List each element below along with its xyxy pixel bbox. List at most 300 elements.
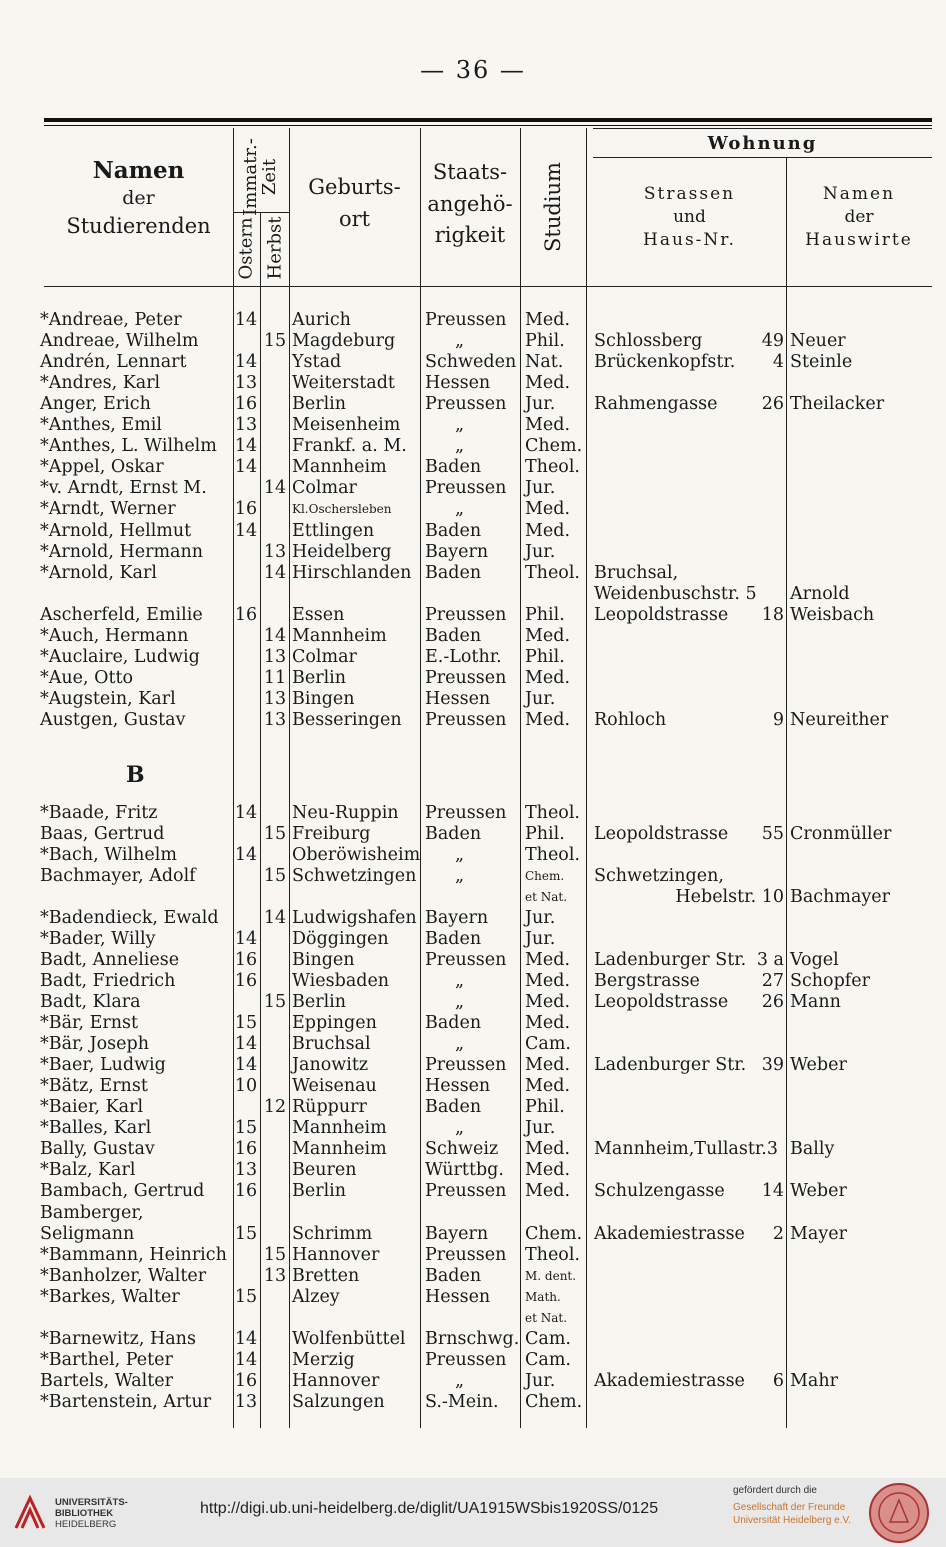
birthplace: Meisenheim [292,415,401,436]
herbst-semester: 13 [263,1265,287,1286]
birthplace: Colmar [292,478,357,499]
ostern-semester: 14 [234,1034,258,1055]
house-number: 26 [761,394,784,415]
table-row [0,1139,946,1160]
nationality: Preussen [425,667,507,688]
field-of-study: et Nat. [525,1310,568,1325]
herbst-semester: 12 [263,1097,287,1118]
divider [593,157,932,158]
section-letter: B [126,762,145,788]
house-number: 18 [761,604,784,625]
nationality: Preussen [425,949,507,970]
table-row [0,866,946,887]
table-row [0,1224,946,1245]
landlord: Weisbach [790,604,875,625]
street: Weidenbuschstr. 5 [594,583,757,604]
street: Ladenburger Str. [594,949,747,970]
student-name: *Auclaire, Ludwig [40,646,200,667]
table-row [0,373,946,394]
field-of-study: Med. [525,1013,571,1034]
birthplace: Magdeburg [292,331,396,352]
house-number: 39 [761,1055,784,1076]
table-row [0,1371,946,1392]
house-number: 26 [761,992,784,1013]
birthplace: Ludwigshafen [292,907,417,928]
nationality: Preussen [425,1055,507,1076]
birthplace: Hirschlanden [292,562,412,583]
ostern-semester: 13 [234,1160,258,1181]
header-namen [44,155,233,240]
house-number: Hebelstr. 10 [675,886,784,907]
herbst-semester: 13 [263,688,287,709]
house-number: 2 [772,1223,784,1244]
herbst-semester: 14 [263,478,287,499]
student-name: *Bach, Wilhelm [40,844,177,865]
birthplace: Wiesbaden [292,970,390,991]
field-of-study: Med. [525,667,571,688]
footer-bar [0,1478,946,1547]
house-number: 49 [761,331,784,352]
field-of-study: Jur. [525,394,556,415]
landlord: Weber [790,1055,847,1076]
header-staat-2: angehö- [427,191,513,216]
street: Rohloch [594,709,667,730]
student-name: *Balles, Karl [40,1118,152,1139]
field-of-study: Med. [525,310,571,330]
header-staat-3: rigkeit [434,223,506,247]
student-name: Bartels, Walter [40,1370,174,1391]
birthplace: Essen [292,604,345,625]
field-of-study: Phil. [525,1097,565,1118]
birthplace: Aurich [292,310,351,330]
table-row [0,1245,946,1266]
nationality: Preussen [425,1349,507,1370]
ostern-semester: 10 [234,1076,258,1097]
field-of-study: Phil. [525,823,565,844]
birthplace: Berlin [292,667,347,688]
header-geburtsort-2: ort [338,206,371,231]
street: Bergstrasse [594,970,700,991]
street: Brückenkopfstr. [594,352,736,373]
herbst-semester: 15 [263,1244,287,1265]
field-of-study: Jur. [525,541,556,562]
street: Ladenburger Str. [594,1055,747,1076]
ostern-semester: 14 [234,844,258,865]
birthplace: Döggingen [292,928,389,949]
herbst-semester: 14 [263,907,287,928]
table-row [0,310,946,331]
nationality: „ [455,1370,465,1391]
landlord: Weber [790,1181,847,1202]
nationality: Preussen [425,1181,507,1202]
library-logo-icon [12,1494,48,1532]
student-name: Anger, Erich [40,394,151,415]
header-namen-2: der [122,187,155,210]
birthplace: Besseringen [292,709,402,730]
student-name: *Baer, Ludwig [40,1055,166,1076]
field-of-study: Chem. [525,1223,583,1244]
student-name: *Barkes, Walter [40,1286,180,1307]
table-row [0,1013,946,1034]
header-hauswirte-1: Namen [822,184,896,204]
table-row [0,521,946,542]
table-row [0,1203,946,1224]
birthplace: Janowitz [292,1055,369,1076]
header-ostern: Ostern [235,217,257,280]
field-of-study: Med. [525,1181,571,1202]
student-name: *Anthes, L. Wilhelm [40,436,217,457]
nationality: Baden [425,457,482,478]
nationality: „ [455,865,465,886]
nationality: „ [455,992,465,1013]
field-of-study: Med. [525,415,571,436]
table-row [0,908,946,929]
birthplace: Mannheim [292,1118,387,1139]
birthplace: Freiburg [292,823,371,844]
birthplace: Merzig [292,1349,355,1370]
field-of-study: Phil. [525,604,565,625]
nationality: Hessen [425,688,491,709]
divider [593,128,932,129]
source-url[interactable]: http://digi.ub.uni-heidelberg.de/diglit/UA1915WSbis1920SS/0125 [200,1500,659,1517]
library-name-1: UNIVERSITÄTS- [55,1497,128,1508]
house-number: 6 [772,1370,784,1391]
nationality: „ [455,331,465,352]
ostern-semester: 14 [234,436,258,457]
divider [44,286,932,287]
field-of-study: Jur. [525,928,556,949]
top-rule [44,118,932,122]
landlord: Bally [790,1139,835,1160]
nationality: Bayern [425,541,489,562]
table-row [0,803,946,824]
student-name: *Bätz, Ernst [40,1076,148,1097]
header-strassen-3: Haus-Nr. [643,229,736,250]
table-row [0,1392,946,1413]
student-name: Bachmayer, Adolf [40,865,196,886]
house-number: 14 [761,1181,784,1202]
sponsor-name-2: Universität Heidelberg e.V. [733,1515,852,1526]
table-row [0,626,946,647]
house-number: 55 [761,823,784,844]
field-of-study: Med. [525,1139,571,1160]
birthplace: Berlin [292,394,347,415]
table-row [0,1118,946,1139]
table-row [0,1097,946,1118]
student-name: *Augstein, Karl [40,688,176,709]
student-name: *Barnewitz, Hans [40,1328,196,1349]
ostern-semester: 14 [234,1055,258,1076]
field-of-study: Nat. [525,352,564,373]
field-of-study: Jur. [525,1370,556,1391]
top-rule-thin [44,125,932,126]
house-number: 9 [772,709,784,730]
student-name: *Balz, Karl [40,1160,136,1181]
student-name: Badt, Friedrich [40,970,176,991]
table-row [0,1308,946,1329]
header-studium: Studium [541,162,565,252]
sponsor-credit [733,1484,851,1527]
field-of-study: Med. [525,1076,571,1097]
herbst-semester: 13 [263,541,287,562]
table-row [0,563,946,584]
table-row [0,1350,946,1371]
table-row [0,457,946,478]
student-name: *Bammann, Heinrich [40,1244,227,1265]
sponsor-intro: gefördert durch die [733,1485,817,1496]
table-row [0,605,946,626]
nationality: „ [455,415,465,436]
field-of-study: Cam. [525,1349,571,1370]
birthplace: Mannheim [292,457,387,478]
header-wohnung: Wohnung [707,133,818,154]
ostern-semester: 13 [234,415,258,436]
table-row [0,950,946,971]
herbst-semester: 13 [263,709,287,730]
student-name: *Appel, Oskar [40,457,164,478]
birthplace: Bingen [292,688,355,709]
header-strassen-2: und [673,206,706,227]
header-immatr [241,135,279,219]
table-row [0,1160,946,1181]
table-row [0,971,946,992]
birthplace: Weiterstadt [292,373,395,394]
herbst-semester: 15 [263,823,287,844]
sponsor-name-1: Gesellschaft der Freunde [733,1502,846,1513]
student-name: *Bär, Joseph [40,1034,149,1055]
ostern-semester: 14 [234,352,258,373]
street: Akademiestrasse [594,1370,745,1391]
nationality: Preussen [425,709,507,730]
ostern-semester: 16 [234,499,258,520]
field-of-study: Chem. [525,868,565,883]
ostern-semester: 14 [234,520,258,541]
ostern-semester: 15 [234,1223,258,1244]
student-name: *Bartenstein, Artur [40,1391,212,1412]
nationality: Bayern [425,907,489,928]
header-geburtsort-1: Geburts- [308,175,401,199]
field-of-study: Phil. [525,331,565,352]
header-strassen [593,183,786,252]
ostern-semester: 16 [234,1181,258,1202]
landlord: Bachmayer [790,886,891,907]
birthplace: Mannheim [292,1139,387,1160]
nationality: Baden [425,1265,482,1286]
field-of-study: Med. [525,949,571,970]
header-hauswirte [786,183,932,252]
ostern-semester: 14 [234,1349,258,1370]
birthplace: Neu-Ruppin [292,802,399,823]
field-of-study: Phil. [525,646,565,667]
house-number: 4 [772,352,784,373]
nationality: Schweiz [425,1139,499,1160]
birthplace: Eppingen [292,1013,377,1034]
field-of-study: Chem. [525,436,583,457]
herbst-semester: 14 [263,562,287,583]
field-of-study: Chem. [525,1391,583,1412]
nationality: „ [455,436,465,457]
field-of-study: M. dent. [525,1268,577,1283]
ostern-semester: 14 [234,310,258,330]
nationality: Preussen [425,802,507,823]
herbst-semester: 15 [263,865,287,886]
birthplace: Schrimm [292,1223,373,1244]
street: Schulzengasse [594,1181,725,1202]
ostern-semester: 16 [234,949,258,970]
student-name: *Anthes, Emil [40,415,162,436]
header-strassen-1: Strassen [643,184,736,204]
herbst-semester: 14 [263,625,287,646]
birthplace: Salzungen [292,1391,385,1412]
student-name: *Arndt, Werner [40,499,176,520]
student-name: *Arnold, Hellmut [40,520,192,541]
nationality: Hessen [425,1286,491,1307]
table-row [0,1329,946,1350]
student-name: *Andres, Karl [40,373,161,394]
student-name: *Aue, Otto [40,667,134,688]
field-of-study: Theol. [525,562,580,583]
library-name [55,1497,128,1530]
nationality: S.-Mein. [425,1391,499,1412]
birthplace: Ystad [292,352,342,373]
nationality: Preussen [425,1244,507,1265]
field-of-study: Med. [525,625,571,646]
header-hauswirte-2: der [844,206,874,227]
table-row [0,1266,946,1287]
field-of-study: Med. [525,1160,571,1181]
ostern-semester: 15 [234,1286,258,1307]
street: Schlossberg [594,331,703,352]
nationality: Baden [425,1013,482,1034]
birthplace: Berlin [292,992,347,1013]
field-of-study: Med. [525,520,571,541]
nationality: Hessen [425,373,491,394]
landlord: Steinle [790,352,853,373]
nationality: Hessen [425,1076,491,1097]
nationality: Baden [425,928,482,949]
birthplace: Berlin [292,1181,347,1202]
birthplace: Beuren [292,1160,357,1181]
field-of-study: Jur. [525,688,556,709]
landlord: Schopfer [790,970,870,991]
table-row [0,668,946,689]
student-name: *Arnold, Karl [40,562,157,583]
ostern-semester: 15 [234,1013,258,1034]
library-name-2: BIBLIOTHEK [55,1508,114,1519]
landlord: Mayer [790,1223,847,1244]
student-name: *Banholzer, Walter [40,1265,207,1286]
student-name: Badt, Klara [40,992,141,1013]
field-of-study: et Nat. [525,889,568,904]
table-row [0,845,946,866]
table-row [0,1076,946,1097]
student-name: Ascherfeld, Emilie [40,604,203,625]
table-row [0,1055,946,1076]
library-name-3: HEIDELBERG [55,1519,117,1530]
field-of-study: Theol. [525,457,580,478]
nationality: Baden [425,1097,482,1118]
street: Mannheim,Tullastr.3 [594,1139,778,1160]
field-of-study: Jur. [525,907,556,928]
birthplace: Hannover [292,1244,380,1265]
birthplace: Mannheim [292,625,387,646]
birthplace: Heidelberg [292,541,392,562]
student-name: Andreae, Wilhelm [40,331,199,352]
student-name: *Barthel, Peter [40,1349,173,1370]
table-row [0,352,946,373]
house-number: 27 [761,970,784,991]
field-of-study: Med. [525,373,571,394]
landlord: Theilacker [790,394,885,415]
student-name: Bambach, Gertrud [40,1181,205,1202]
herbst-semester: 15 [263,331,287,352]
field-of-study: Jur. [525,1118,556,1139]
ostern-semester: 13 [234,373,258,394]
student-name: Baas, Gertrud [40,823,165,844]
student-name: Badt, Anneliese [40,949,180,970]
landlord: Neuer [790,331,846,352]
herbst-semester: 15 [263,992,287,1013]
house-number: 3 a [756,949,784,970]
birthplace: Colmar [292,646,357,667]
student-name: *Auch, Hermann [40,625,189,646]
table-row [0,584,946,605]
student-name: Seligmann [40,1223,135,1244]
birthplace: Alzey [292,1286,340,1307]
street: Leopoldstrasse [594,604,729,625]
student-name: Andrén, Lennart [40,352,187,373]
ostern-semester: 16 [234,394,258,415]
birthplace: Bruchsal [292,1034,371,1055]
student-name: *Arnold, Hermann [40,541,204,562]
header-hauswirte-3: Hauswirte [805,229,913,250]
landlord: Mann [790,992,841,1013]
field-of-study: Med. [525,499,571,520]
table-row [0,499,946,520]
ostern-semester: 14 [234,1328,258,1349]
table-row [0,929,946,950]
nationality: Baden [425,625,482,646]
ostern-semester: 14 [234,928,258,949]
landlord: Neureither [790,709,889,730]
student-name: *Bader, Willy [40,928,156,949]
street: Akademiestrasse [594,1223,745,1244]
birthplace: Ettlingen [292,520,375,541]
table-row [0,647,946,668]
table-row [0,1181,946,1202]
header-namen-1: Namen [92,157,185,184]
header-immatr-2: Zeit [259,158,280,196]
nationality: Preussen [425,310,507,330]
nationality: „ [455,1118,465,1139]
field-of-study: Theol. [525,844,580,865]
student-name: *Andreae, Peter [40,310,182,330]
birthplace: Wolfenbüttel [292,1328,406,1349]
student-name: *Baade, Fritz [40,802,158,823]
ostern-semester: 16 [234,970,258,991]
nationality: Bayern [425,1223,489,1244]
student-name: *v. Arndt, Ernst M. [40,478,207,499]
university-seal-icon [868,1482,930,1544]
table-row [0,824,946,845]
birthplace: Bingen [292,949,355,970]
header-herbst: Herbst [264,216,286,280]
field-of-study: Jur. [525,478,556,499]
landlord: Cronmüller [790,823,892,844]
nationality: Preussen [425,394,507,415]
birthplace: Hannover [292,1370,380,1391]
header-namen-3: Studierenden [66,213,211,238]
